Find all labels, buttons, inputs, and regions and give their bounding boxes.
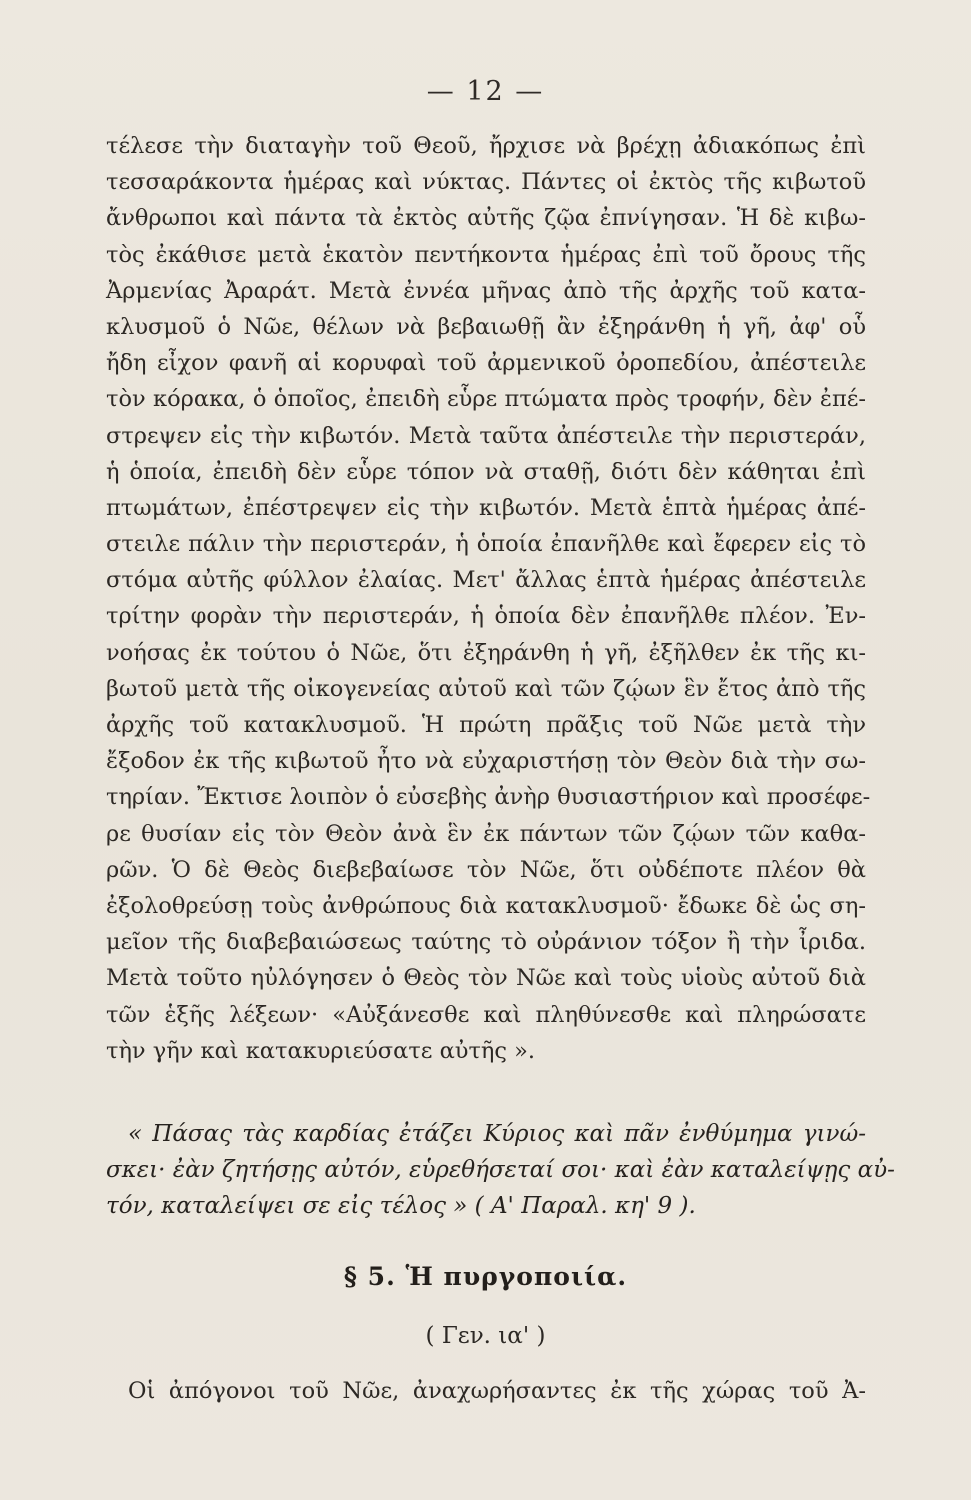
- paragraph-line: τὴν γῆν καὶ κατακυριεύσατε αὐτῆς ».: [106, 1037, 536, 1064]
- paragraph-line: στειλε πάλιν τὴν περιστεράν, ἡ ὁποία ἐπανῆλθε καὶ ἔφερεν εἰς τὸ: [106, 531, 866, 558]
- scripture-quote: [106, 1116, 895, 1224]
- paragraph-line: Μετὰ τοῦτο ηὐλόγησεν ὁ Θεὸς τὸν Νῶε καὶ τοὺς υἱοὺς αὐτοῦ διὰ: [106, 965, 866, 992]
- paragraph-line: τεσσαράκοντα ἡμέρας καὶ νύκτας. Πάντες οἱ ἐκτὸς τῆς κιβωτοῦ: [106, 169, 866, 196]
- paragraph-line: ρῶν. Ὁ δὲ Θεὸς διεβεβαίωσε τὸν Νῶε, ὅτι οὐδέποτε πλέον θὰ: [106, 856, 866, 883]
- paragraph-line: ἡ ὁποία, ἐπειδὴ δὲν εὗρε τόπον νὰ σταθῇ, διότι δὲν κάθηται ἐπὶ: [106, 458, 866, 485]
- paragraph-line: Ἀρμενίας Ἀραράτ. Μετὰ ἐννέα μῆνας ἀπὸ τῆς ἀρχῆς τοῦ κατα-: [106, 277, 866, 304]
- section-heading: § 5. Ἡ πυργοποιία.: [343, 1262, 628, 1291]
- next-paragraph-line: Οἱ ἀπόγονοι τοῦ Νῶε, ἀναχωρήσαντες ἐκ τῆς χώρας τοῦ Ἀ-: [128, 1378, 866, 1404]
- paragraph-line: τὸν κόρακα, ὁ ὁποῖος, ἐπειδὴ εὗρε πτώματα πρὸς τροφήν, δὲν ἐπέ-: [106, 386, 866, 413]
- quote-line: σκει· ἐὰν ζητήσῃς αὐτόν, εὑρεθήσεταί σοι· καὶ ἐὰν καταλείψῃς αὐ-: [106, 1157, 895, 1183]
- section-reference: ( Γεν. ια' ): [425, 1323, 546, 1349]
- paragraph-line: ἤδη εἶχον φανῆ αἱ κορυφαὶ τοῦ ἀρμενικοῦ ὀροπεδίου, ἀπέστειλε: [106, 350, 866, 377]
- paragraph-line: ἀρχῆς τοῦ κατακλυσμοῦ. Ἡ πρώτη πρᾶξις τοῦ Νῶε μετὰ τὴν: [106, 712, 866, 738]
- paragraph-line: στρεψεν εἰς τὴν κιβωτόν. Μετὰ ταῦτα ἀπέστειλε τὴν περιστεράν,: [106, 422, 866, 449]
- paragraph-line: νοήσας ἐκ τούτου ὁ Νῶε, ὅτι ἐξηράνθη ἡ γῆ, ἐξῆλθεν ἐκ τῆς κι-: [106, 639, 866, 666]
- paragraph-line: τῶν ἑξῆς λέξεων· «Αὐξάνεσθε καὶ πληθύνεσθε καὶ πληρώσατε: [106, 1001, 866, 1028]
- quote-line: « Πάσας τὰς καρδίας ἐτάζει Κύριος καὶ πᾶν ἐνθύμημα γινώ-: [128, 1121, 866, 1147]
- paragraph-line: τρίτην φορὰν τὴν περιστεράν, ἡ ὁποία δὲν ἐπανῆλθε πλέον. Ἐν-: [106, 603, 866, 630]
- paragraph-line: ἐξολοθρεύσῃ τοὺς ἀνθρώπους διὰ κατακλυσμοῦ· ἔδωκε δὲ ὡς ση-: [106, 892, 866, 919]
- paragraph-line: τηρίαν. Ἔκτισε λοιπὸν ὁ εὐσεβὴς ἀνὴρ θυσιαστήριον καὶ προσέφε-: [106, 784, 871, 811]
- paragraph-line: κλυσμοῦ ὁ Νῶε, θέλων νὰ βεβαιωθῇ ἂν ἐξηράνθη ἡ γῆ, ἀφ' οὗ: [106, 313, 866, 340]
- main-paragraph: [106, 128, 871, 1069]
- paragraph-line: ἄνθρωποι καὶ πάντα τὰ ἐκτὸς αὐτῆς ζῷα ἐπνίγησαν. Ἡ δὲ κιβω-: [106, 205, 866, 232]
- paragraph-line: μεῖον τῆς διαβεβαιώσεως ταύτης τὸ οὐράνιον τόξον ἢ τὴν ἶριδα.: [106, 929, 866, 956]
- paragraph-line: ἔξοδον ἐκ τῆς κιβωτοῦ ἦτο νὰ εὐχαριστήσῃ τὸν Θεὸν διὰ τὴν σω-: [106, 748, 866, 775]
- paragraph-line: ρε θυσίαν εἰς τὸν Θεὸν ἀνὰ ἓν ἐκ πάντων τῶν ζῴων τῶν καθα-: [106, 820, 866, 847]
- paragraph-line: τὸς ἐκάθισε μετὰ ἑκατὸν πεντήκοντα ἡμέρας ἐπὶ τοῦ ὄρους τῆς: [106, 241, 866, 268]
- paragraph-line: βωτοῦ μετὰ τῆς οἰκογενείας αὐτοῦ καὶ τῶν ζῴων ἓν ἔτος ἀπὸ τῆς: [106, 675, 866, 702]
- paragraph-line: πτωμάτων, ἐπέστρεψεν εἰς τὴν κιβωτόν. Μετὰ ἑπτὰ ἡμέρας ἀπέ-: [106, 494, 866, 521]
- paragraph-line: τέλεσε τὴν διαταγὴν τοῦ Θεοῦ, ἤρχισε νὰ βρέχῃ ἀδιακόπως ἐπὶ: [106, 133, 866, 159]
- paragraph-line: στόμα αὐτῆς φύλλον ἐλαίας. Μετ' ἄλλας ἑπτὰ ἡμέρας ἀπέστειλε: [106, 567, 866, 594]
- quote-line: τόν, καταλείψει σε εἰς τέλος » ( Α' Παραλ. κη' 9 ).: [106, 1193, 696, 1219]
- page-number: — 12 —: [426, 76, 545, 107]
